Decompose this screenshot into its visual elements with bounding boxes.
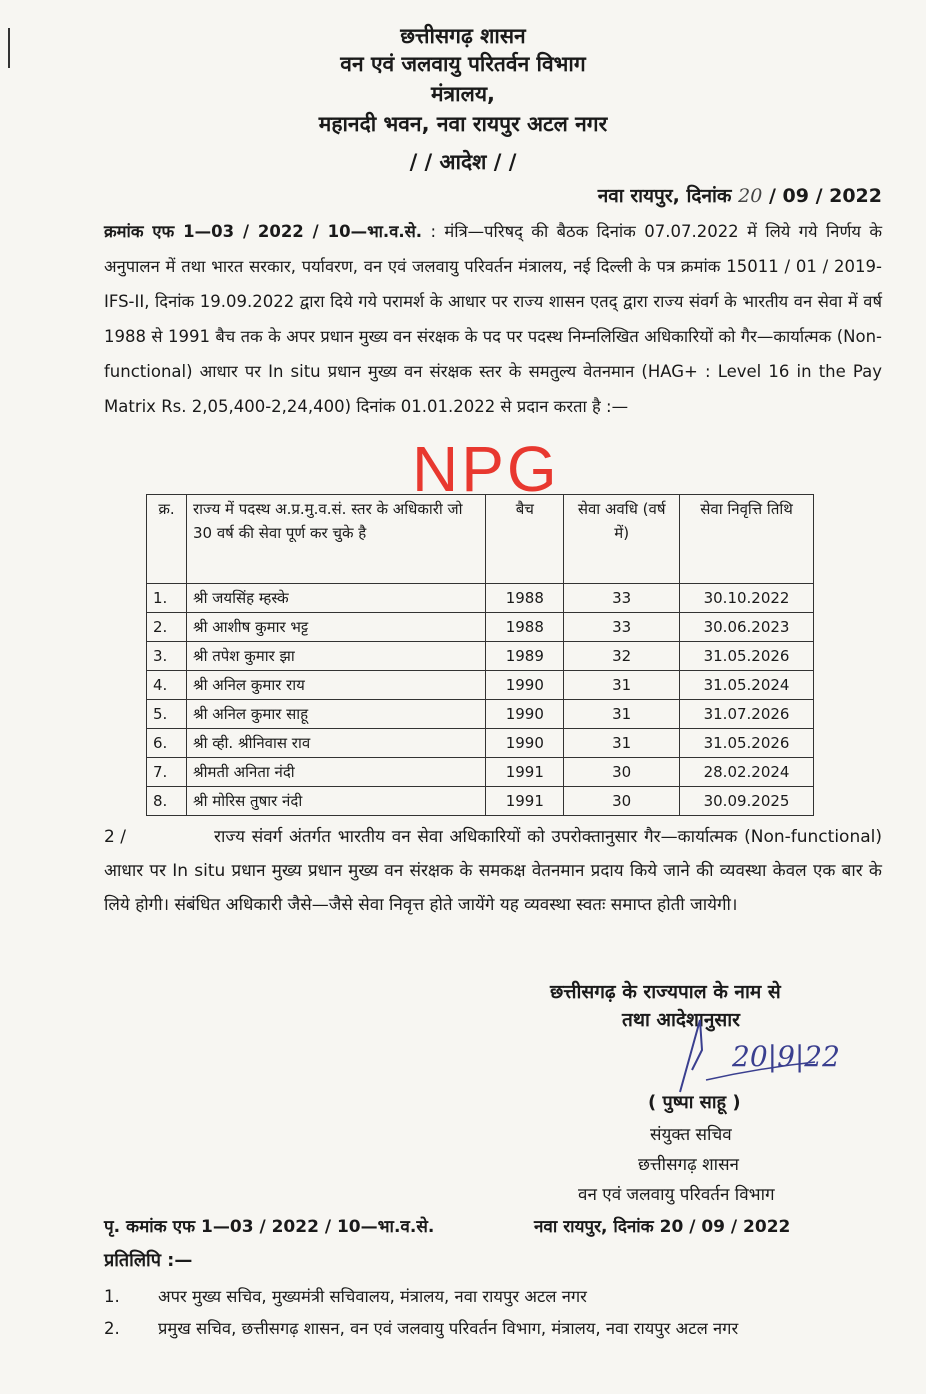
signatory-department: वन एवं जलवायु परिवर्तन विभाग — [578, 1185, 775, 1205]
cell-years: 33 — [564, 613, 680, 642]
cell-batch: 1989 — [486, 642, 564, 671]
cell-years: 31 — [564, 729, 680, 758]
cell-retirement: 31.05.2026 — [680, 642, 814, 671]
cell-retirement: 31.07.2026 — [680, 700, 814, 729]
date-rest: / 09 / 2022 — [768, 185, 882, 207]
table-row — [147, 700, 814, 729]
table-row — [147, 584, 814, 613]
col-header-service-years: सेवा अवधि (वर्ष में) — [564, 495, 680, 584]
signatory-post: संयुक्त सचिव — [650, 1125, 732, 1145]
cell-years: 32 — [564, 642, 680, 671]
order-title: / / आदेश / / — [409, 150, 517, 174]
cell-batch: 1988 — [486, 613, 564, 642]
authority-line-1: छत्तीसगढ़ के राज्यपाल के नाम से — [550, 981, 781, 1003]
svg-text:20|9|22: 20|9|22 — [732, 1040, 840, 1073]
order-date — [520, 182, 882, 208]
cell-retirement: 31.05.2026 — [680, 729, 814, 758]
cell-batch: 1991 — [486, 787, 564, 816]
cell-batch: 1988 — [486, 584, 564, 613]
paragraph-number: 2 / — [104, 827, 126, 847]
table-row — [147, 642, 814, 671]
header-line-2: वन एवं जलवायु परितर्वन विभाग — [340, 52, 586, 76]
header-line-4: महानदी भवन, नवा रायपुर अटल नगर — [318, 112, 608, 136]
table-row — [147, 758, 814, 787]
cell-sno: 4. — [147, 671, 187, 700]
order-paragraph-2 — [104, 820, 882, 922]
cell-batch: 1991 — [486, 758, 564, 787]
endorsement-number: पृ. कमांक एफ 1—03 / 2022 / 10—भा.व.से. — [104, 1217, 435, 1237]
table-row — [147, 729, 814, 758]
cell-years: 31 — [564, 671, 680, 700]
recipient-text: प्रमुख सचिव, छत्तीसगढ़ शासन, वन एवं जलवायु परिवर्तन विभाग, मंत्रालय, नवा रायपुर अटल नगर — [158, 1319, 739, 1338]
cell-officer: श्री अनिल कुमार राय — [186, 671, 485, 700]
recipient-text: अपर मुख्य सचिव, मुख्यमंत्री सचिवालय, मंत्रालय, नवा रायपुर अटल नगर — [158, 1287, 587, 1306]
endorsement-line — [104, 1214, 884, 1237]
col-header-batch: बैच — [486, 495, 564, 584]
col-header-sno: क्र. — [147, 495, 187, 584]
cell-batch: 1990 — [486, 729, 564, 758]
copy-label: प्रतिलिपि :— — [104, 1250, 193, 1271]
authority-line-2: तथा आदेशानुसार — [622, 1009, 740, 1031]
signatory-name: ( पुष्पा साहू ) — [648, 1092, 741, 1113]
cell-sno: 7. — [147, 758, 187, 787]
cell-officer: श्री व्ही. श्रीनिवास राव — [186, 729, 485, 758]
cell-sno: 5. — [147, 700, 187, 729]
cell-sno: 3. — [147, 642, 187, 671]
cell-officer: श्रीमती अनिता नंदी — [186, 758, 485, 787]
date-day-handwritten: 20 — [738, 185, 763, 207]
recipient-number: 1. — [104, 1287, 120, 1306]
cell-years: 31 — [564, 700, 680, 729]
cell-officer: श्री मोरिस तुषार नंदी — [186, 787, 485, 816]
table-row — [147, 787, 814, 816]
cell-officer: श्री जयसिंह म्हस्के — [186, 584, 485, 613]
cell-years: 30 — [564, 758, 680, 787]
cell-retirement: 30.06.2023 — [680, 613, 814, 642]
col-header-retirement: सेवा निवृत्ति तिथि — [680, 495, 814, 584]
handwritten-signature — [640, 1010, 870, 1100]
cell-sno: 8. — [147, 787, 187, 816]
order-body: : मंत्रि—परिषद् की बैठक दिनांक 07.07.2022 में लिये गये निर्णय के अनुपालन में तथा भारत सरकार, पर्यावरण, वन एवं जलवायु परिवर्तन मंत्रालय, नई दिल्ली के पत्र क्रमांक 15011 / 01 / 2019-IFS-II, दिनांक 19.09.2022 द्वारा दिये गये परामर्श के आधार पर राज्य शासन एतद् द्वारा राज्य संवर्ग के भारतीय वन सेवा में वर्ष 1988 से 1991 बैच तक के अपर प्रधान मुख्य वन संरक्षक के पद पर पदस्थ निम्नलिखित अधिकारियों को गैर—कार्यात्मक (Non-functional) आधार पर In situ प्रधान मुख्य वन संरक्षक स्तर के समतुल्य वेतनमान (HAG+ : Level 16 in the Pay Matrix Rs. 2,05,400-2,24,400) दिनांक 01.01.2022 से प्रदान करता है :— — [104, 222, 883, 416]
cell-batch: 1990 — [486, 671, 564, 700]
table-row — [147, 671, 814, 700]
date-prefix: नवा रायपुर, दिनांक — [597, 185, 732, 207]
recipient-number: 2. — [104, 1319, 120, 1338]
header-line-3: मंत्रालय, — [431, 82, 495, 106]
cell-retirement: 30.09.2025 — [680, 787, 814, 816]
cell-retirement: 31.05.2024 — [680, 671, 814, 700]
table-header-row — [147, 495, 814, 584]
endorsement-date: नवा रायपुर, दिनांक 20 / 09 / 2022 — [534, 1217, 791, 1237]
cell-retirement: 28.02.2024 — [680, 758, 814, 787]
cell-sno: 1. — [147, 584, 187, 613]
cell-officer: श्री तपेश कुमार झा — [186, 642, 485, 671]
cell-sno: 6. — [147, 729, 187, 758]
cell-officer: श्री आशीष कुमार भट्ट — [186, 613, 485, 642]
order-number: क्रमांक एफ 1—03 / 2022 / 10—भा.व.से. — [104, 222, 423, 241]
cell-retirement: 30.10.2022 — [680, 584, 814, 613]
table-row — [147, 613, 814, 642]
order-paragraph-1 — [104, 214, 882, 424]
cell-officer: श्री अनिल कुमार साहू — [186, 700, 485, 729]
header-line-1: छत्तीसगढ़ शासन — [400, 24, 526, 48]
col-header-officer: राज्य में पदस्थ अ.प्र.मु.व.सं. स्तर के अधिकारी जो 30 वर्ष की सेवा पूर्ण कर चुके है — [186, 495, 485, 584]
cell-years: 30 — [564, 787, 680, 816]
cell-years: 33 — [564, 584, 680, 613]
paragraph-2-body: राज्य संवर्ग अंतर्गत भारतीय वन सेवा अधिकारियों को उपरोक्तानुसार गैर—कार्यात्मक (Non-functional) आधार पर In situ प्रधान मुख्य प्रधान मुख्य वन संरक्षक के समकक्ष वेतनमान प्रदाय किये जाने की व्यवस्था केवल एक बार के लिये होगी। संबंधित अधिकारी जैसे—जैसे सेवा निवृत्त होते जायेंगे यह व्यवस्था स्वतः समाप्त होती जायेगी। — [104, 827, 882, 915]
officers-table — [146, 494, 814, 816]
signatory-government: छत्तीसगढ़ शासन — [638, 1155, 739, 1175]
cell-batch: 1990 — [486, 700, 564, 729]
npg-watermark: NPG — [412, 433, 560, 505]
cell-sno: 2. — [147, 613, 187, 642]
